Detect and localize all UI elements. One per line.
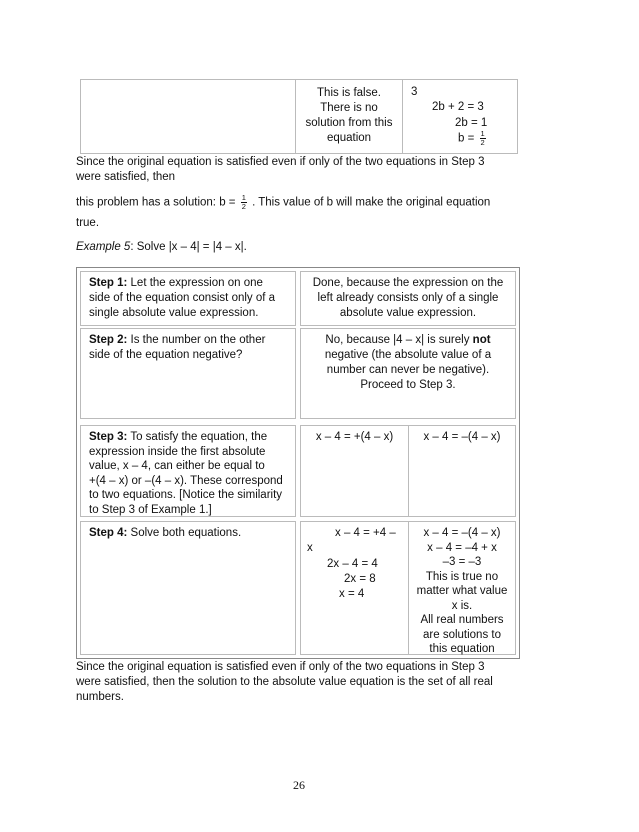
step4-desc-cell: Step 4: Solve both equations. xyxy=(80,521,296,655)
step1-answer-cell: Done, because the expression on the left already consists only of a single absolute value expression. xyxy=(300,271,516,326)
step2-answer-cell: No, because |4 – x| is surely not negative (the absolute value of a number can never be negative). Proceed to Step 3. xyxy=(300,328,516,419)
fraction: $\frac{1}{2}$ xyxy=(480,129,485,147)
step2-desc-cell: Step 2: Is the number on the other side of the equation negative? xyxy=(80,328,296,419)
top-table-mid-cell: This is false. There is no solution from this equation xyxy=(295,79,403,154)
fraction: $\frac{1}{2}$ xyxy=(241,193,246,211)
step1-desc-cell: Step 1: Let the expression on one side of the equation consist only of a single absolute value expression. xyxy=(80,271,296,326)
step-label: 3 xyxy=(411,86,418,98)
page-number: 26 xyxy=(293,778,305,792)
step3-desc-cell: Step 3: To satisfy the equation, the expression inside the first absolute value, x – 4, can either be equal to +(4 – x) or –(4 – x). These correspond to two equations. [Notice the similarity to Step 3 of Example 1.] xyxy=(80,425,296,517)
example-heading: Example 5: Solve |x – 4| = |4 – x|. xyxy=(76,241,247,253)
paragraph-2: Since the original equation is satisfied even if only of the two equations in Step 3 were satisfied, then the solution to the absolute value equation is the set of all real numbers. xyxy=(76,661,493,703)
equation-line: 2b + 2 = 3 xyxy=(432,101,484,113)
step3-equation-b-cell: x – 4 = –(4 – x) xyxy=(408,425,516,517)
top-table-right-cell xyxy=(402,79,518,154)
top-table-left-cell xyxy=(80,79,296,154)
step4-solution-a-cell: x – 4 = +4 – x 2x – 4 = 4 2x = 8 x = 4 xyxy=(300,521,409,655)
paragraph-1: Since the original equation is satisfied even if only of the two equations in Step 3 were satisfied, then this problem has a solution: b = $\frac{1}{2}$ . This value of b will make the original equation true. xyxy=(76,156,491,229)
equation-line: 2b = 1 xyxy=(455,117,488,129)
step3-equation-a-cell: x – 4 = +(4 – x) xyxy=(300,425,409,517)
step4-solution-b-cell: x – 4 = –(4 – x) x – 4 = –4 + x –3 = –3 This is true no matter what value x is. All real numbers are solutions to this equation xyxy=(408,521,516,655)
equation-line: b = $\frac{1}{2}$ xyxy=(458,129,485,147)
